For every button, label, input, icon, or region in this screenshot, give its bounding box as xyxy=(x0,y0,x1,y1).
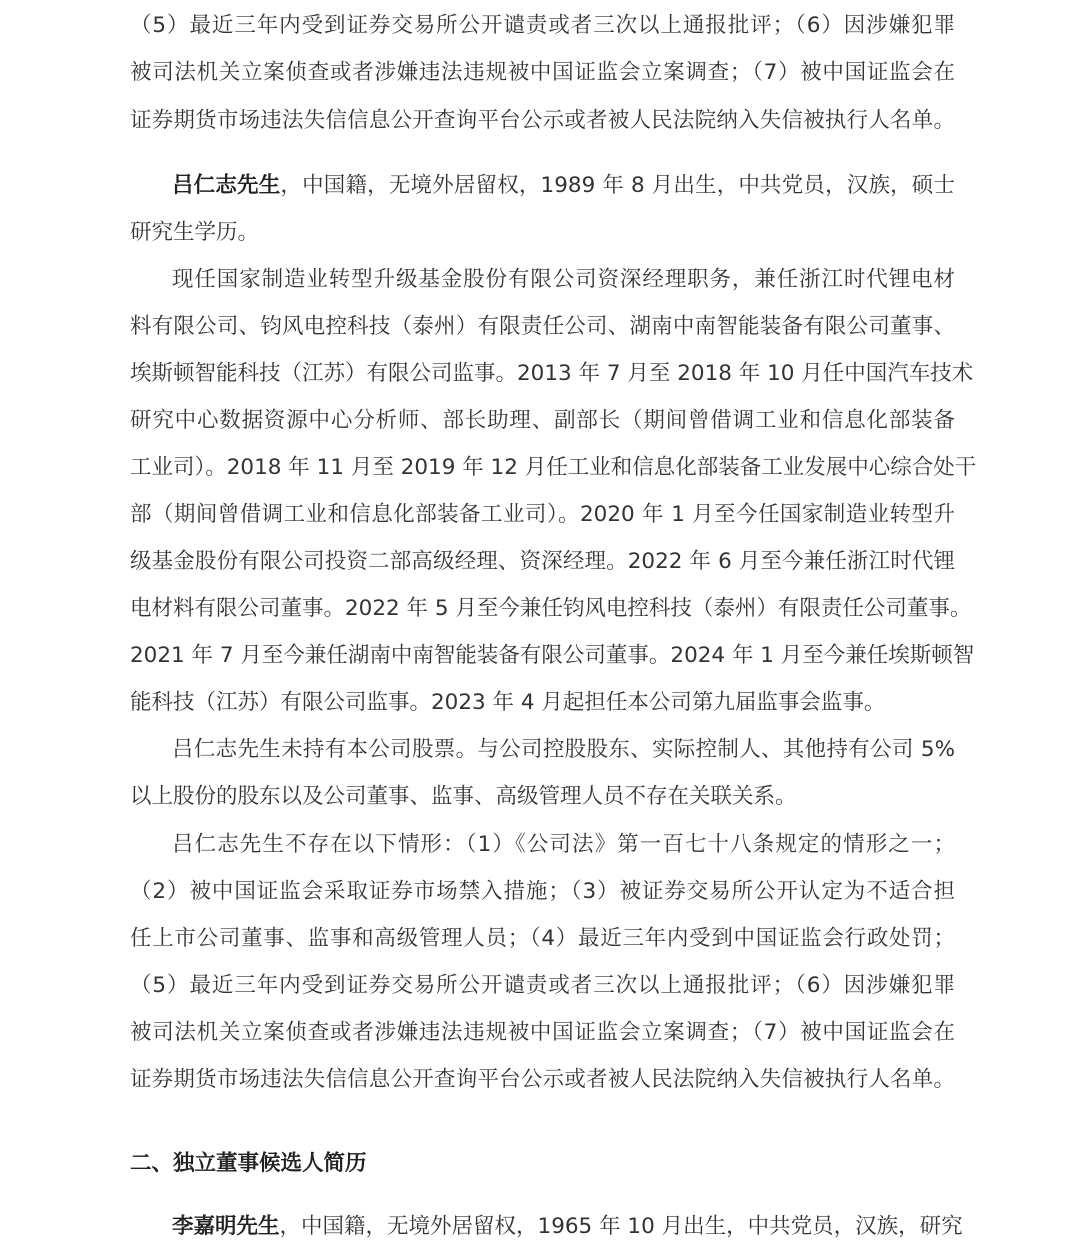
text-line xyxy=(130,11,955,41)
text-line xyxy=(130,877,955,907)
line-text: 被司法机关立案侦查或者涉嫌违法违规被中国证监会立案调查；（7）被中国证监会在 xyxy=(130,1020,955,1045)
line-text: 研究中心数据资源中心分析师、部长助理、副部长（期间曾借调工业和信息化部装备 xyxy=(130,408,955,433)
line-text: 吕仁志先生不存在以下情形：（1）《公司法》第一百七十八条规定的情形之一； xyxy=(172,832,955,857)
person-name: 吕仁志先生 xyxy=(172,173,281,198)
line-text: 被司法机关立案侦查或者涉嫌违法违规被中国证监会立案调查；（7）被中国证监会在 xyxy=(130,60,955,85)
line-text: （5）最近三年内受到证券交易所公开谴责或者三次以上通报批评；（6）因涉嫌犯罪 xyxy=(130,13,955,38)
line-text: 级基金股份有限公司投资二部高级经理、资深经理。2022 年 6 月至今兼任浙江时代锂 xyxy=(130,549,955,574)
line-text: 研究生学历。 xyxy=(130,220,260,245)
line-text: 现任国家制造业转型升级基金股份有限公司资深经理职务，兼任浙江时代锂电材 xyxy=(172,267,955,292)
section-heading xyxy=(130,1149,955,1179)
line-text: 任上市公司董事、监事和高级管理人员；（4）最近三年内受到中国证监会行政处罚； xyxy=(130,926,955,951)
line-text: 二、独立董事候选人简历 xyxy=(130,1151,367,1176)
line-text: 料有限公司、钧风电控科技（泰州）有限责任公司、湖南中南智能装备有限公司董事、 xyxy=(130,314,955,339)
text-line xyxy=(130,594,972,624)
text-line xyxy=(130,688,955,718)
text-line xyxy=(130,406,955,436)
line-text: 2021 年 7 月至今兼任湖南中南智能装备有限公司董事。2024 年 1 月至今兼任埃斯顿智 xyxy=(130,643,975,668)
text-line xyxy=(172,735,955,765)
line-text: 工业司）。2018 年 11 月至 2019 年 12 月任工业和信息化部装备工业发展中心综合处干 xyxy=(130,455,977,480)
text-line xyxy=(130,547,955,577)
person-name: 李嘉明先生 xyxy=(172,1214,280,1239)
line-text: 证券期货市场违法失信信息公开查询平台公示或者被人民法院纳入失信被执行人名单。 xyxy=(130,108,955,133)
text-line xyxy=(130,359,974,389)
line-text: （2）被中国证监会采取证券市场禁入措施；（3）被证券交易所公开认定为不适合担 xyxy=(130,879,955,904)
text-line xyxy=(130,58,955,88)
text-line xyxy=(130,641,975,671)
text-line xyxy=(130,924,955,954)
text-line xyxy=(130,971,955,1001)
text-line xyxy=(172,171,955,201)
text-line xyxy=(172,1212,963,1242)
line-text: 吕仁志先生未持有本公司股票。与公司控股股东、实际控制人、其他持有公司 5% xyxy=(172,737,955,762)
text-line xyxy=(130,1018,955,1048)
text-line xyxy=(172,830,955,860)
text-line xyxy=(130,218,955,248)
text-line xyxy=(130,500,955,530)
line-text: ，中国籍，无境外居留权，1965 年 10 月出生，中共党员，汉族，研究 xyxy=(279,1214,963,1239)
text-line xyxy=(130,1065,955,1095)
line-text: （5）最近三年内受到证券交易所公开谴责或者三次以上通报批评；（6）因涉嫌犯罪 xyxy=(130,973,955,998)
text-line xyxy=(130,106,955,136)
text-line xyxy=(172,265,955,295)
text-line xyxy=(130,782,955,812)
line-text: 能科技（江苏）有限公司监事。2023 年 4 月起担任本公司第九届监事会监事。 xyxy=(130,690,886,715)
text-line xyxy=(130,453,977,483)
line-text: 电材料有限公司董事。2022 年 5 月至今兼任钧风电控科技（泰州）有限责任公司董事。 xyxy=(130,596,972,621)
line-text: 埃斯顿智能科技（江苏）有限公司监事。2013 年 7 月至 2018 年 10 月任中国汽车技术 xyxy=(130,361,974,386)
line-text: 以上股份的股东以及公司董事、监事、高级管理人员不存在关联关系。 xyxy=(130,784,797,809)
text-line xyxy=(130,312,955,342)
line-text: ，中国籍，无境外居留权，1989 年 8 月出生，中共党员，汉族，硕士 xyxy=(280,173,955,198)
line-text: 部（期间曾借调工业和信息化部装备工业司）。2020 年 1 月至今任国家制造业转型升 xyxy=(130,502,955,527)
line-text: 证券期货市场违法失信信息公开查询平台公示或者被人民法院纳入失信被执行人名单。 xyxy=(130,1067,955,1092)
